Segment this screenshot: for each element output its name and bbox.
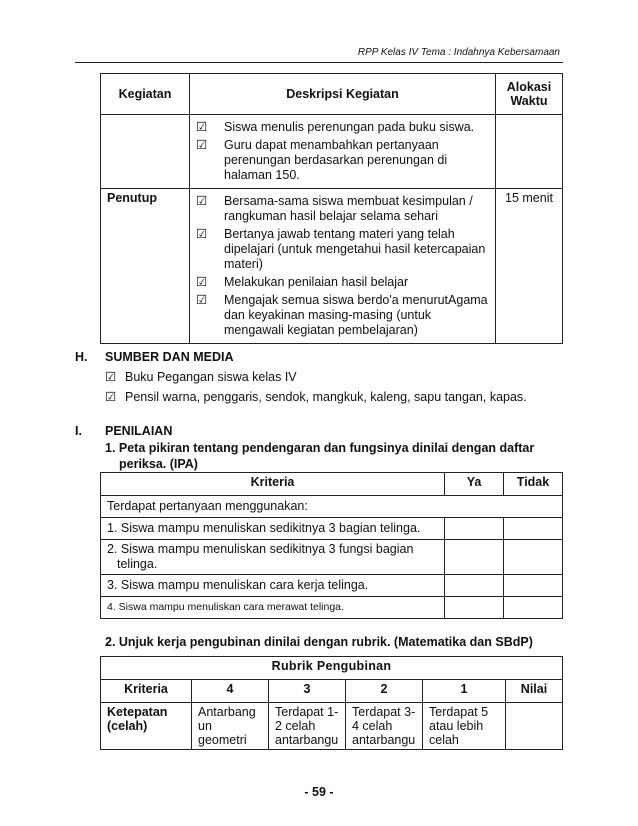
rubric-title: Rubrik Pengubinan	[101, 657, 563, 680]
kegiatan-cell: Penutup	[101, 189, 190, 344]
activity-table	[100, 73, 563, 344]
checkbox-icon: ☑	[196, 194, 208, 208]
col-deskripsi: Deskripsi Kegiatan	[190, 74, 496, 115]
col-kriteria: Kriteria	[101, 473, 445, 496]
rubric-header: Kriteria 4 3 2 1 Nilai	[101, 680, 563, 703]
col-ya: Ya	[445, 473, 504, 496]
penilaian-item-1: 1. Peta pikiran tentang pendengaran dan fungsinya dinilai dengan daftar periksa. (IPA)	[105, 441, 535, 471]
deskripsi-cell	[190, 189, 496, 344]
penilaian-item-2: 2. Unjuk kerja pengubinan dinilai dengan rubrik. (Matematika dan SBdP)	[105, 635, 533, 649]
list-item: ☑ Melakukan penilaian hasil belajar	[196, 275, 409, 289]
list-item: ☑ Bersama-sama siswa membuat kesimpulan / rangkuman hasil belajar selama sehari	[196, 194, 473, 223]
list-item: ☑ Guru dapat menambahkan pertanyaan perenungan berdasarkan perenungan di halaman 150.	[196, 138, 448, 182]
running-header: RPP Kelas IV Tema : Indahnya Kebersamaan	[357, 47, 560, 58]
list-item: ☑ Siswa menulis perenungan pada buku siswa.	[196, 120, 475, 134]
waktu-cell	[496, 115, 563, 189]
table-row: Ketepatan (celah) Antarbang un geometri Terdapat 1-2 celah antarbangu Terdapat 3-4 celah antarbangu Terdapat 5 atau lebih celah	[101, 703, 563, 750]
checkbox-icon: ☑	[196, 275, 208, 289]
checkbox-icon: ☑	[196, 120, 208, 134]
list-item: ☑ Pensil warna, penggaris, sendok, mangkuk, kaleng, sapu tangan, kapas.	[105, 390, 527, 404]
kegiatan-cell	[101, 115, 190, 189]
section-h-title: SUMBER DAN MEDIA	[105, 350, 234, 364]
col-kegiatan: Kegiatan	[101, 74, 190, 115]
page-number: - 59 -	[304, 785, 334, 799]
table-row: 1. Siswa mampu menuliskan sedikitnya 3 bagian telinga.	[101, 518, 563, 540]
section-i-title: PENILAIAN	[105, 424, 173, 438]
table-row: 2. Siswa mampu menuliskan sedikitnya 3 fungsi bagian telinga.	[101, 540, 563, 575]
waktu-cell: 15 menit	[496, 189, 563, 344]
checkbox-icon: ☑	[105, 370, 117, 384]
rubric-title-row	[101, 657, 563, 680]
list-item: ☑ Bertanya jawab tentang materi yang telah dipelajari (untuk mengetahui hasil ketercapaian materi)	[196, 227, 486, 271]
checklist-table	[100, 472, 563, 619]
table-row	[101, 189, 563, 344]
list-item: ☑ Mengajak semua siswa berdo'a menurutAgama dan keyakinan masing-masing (untuk mengawali kegiatan pembelajaran)	[196, 293, 488, 337]
list-item: ☑ Buku Pegangan siswa kelas IV	[105, 370, 297, 384]
table-row	[101, 115, 563, 189]
table-row: 3. Siswa mampu menuliskan cara kerja telinga.	[101, 575, 563, 597]
checkbox-icon: ☑	[196, 227, 208, 241]
table-row: 4. Siswa mampu menuliskan cara merawat telinga.	[101, 597, 563, 619]
col-alokasi: Alokasi Waktu	[496, 74, 563, 115]
activity-table-header	[101, 74, 563, 115]
checklist-header	[101, 473, 563, 496]
section-i-letter: I.	[75, 424, 82, 438]
table-row: Terdapat pertanyaan menggunakan:	[101, 496, 563, 518]
deskripsi-cell	[190, 115, 496, 189]
col-tidak: Tidak	[504, 473, 563, 496]
checkbox-icon: ☑	[196, 138, 208, 152]
checkbox-icon: ☑	[196, 293, 208, 307]
checkbox-icon: ☑	[105, 390, 117, 404]
section-h-letter: H.	[75, 350, 88, 364]
rubric-table	[100, 656, 563, 750]
header-rule	[75, 62, 563, 63]
